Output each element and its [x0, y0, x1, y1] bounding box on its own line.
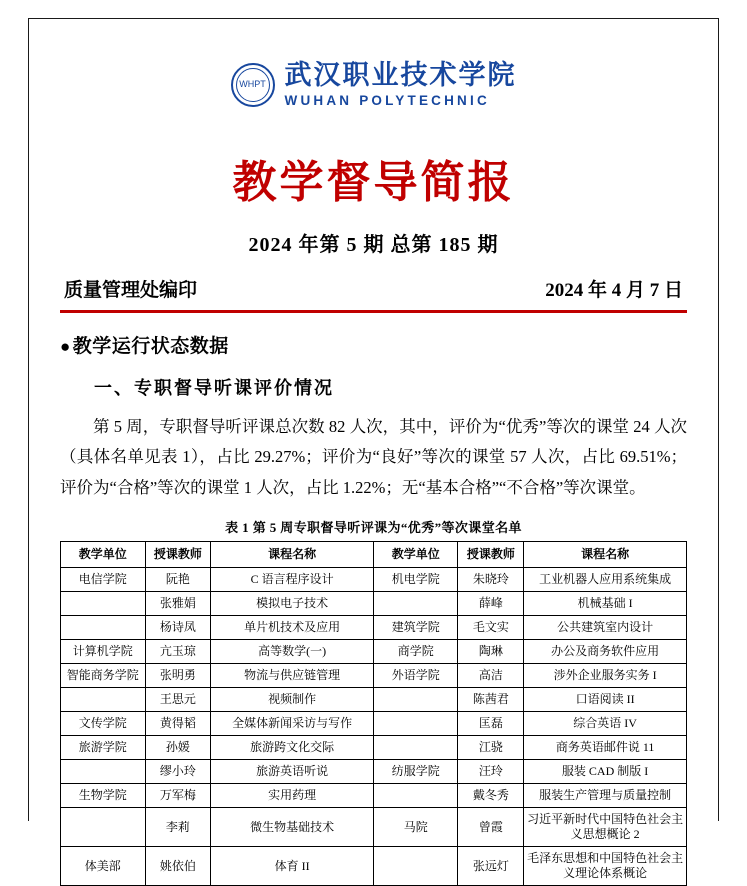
table-row	[61, 784, 687, 808]
table-row	[61, 664, 687, 688]
table-cell: 张远灯	[458, 847, 524, 886]
table-cell: 机械基础 I	[524, 592, 687, 616]
table-cell: 服装生产管理与质量控制	[524, 784, 687, 808]
table-cell: 李莉	[145, 808, 211, 847]
page-title: 教学督导简报	[232, 157, 515, 207]
table-cell: 薛峰	[458, 592, 524, 616]
table-row	[61, 616, 687, 640]
table-cell: 商学院	[373, 640, 458, 664]
table-cell: 办公及商务软件应用	[524, 640, 687, 664]
subsection-heading-1: 一、专职督导听课评价情况	[94, 377, 334, 398]
table-cell	[61, 808, 146, 847]
university-name-cn: 武汉职业技术学院	[284, 60, 517, 90]
table-cell: 匡磊	[458, 712, 524, 736]
table-header-cell: 授课教师	[458, 542, 524, 568]
table-row	[61, 847, 687, 886]
table-cell: 口语阅读 II	[524, 688, 687, 712]
table-row	[61, 568, 687, 592]
table-cell: 黄得韬	[145, 712, 211, 736]
table-cell: 王思元	[145, 688, 211, 712]
university-seal-icon	[231, 63, 275, 107]
table-cell	[373, 688, 458, 712]
table-cell: 涉外企业服务实务 I	[524, 664, 687, 688]
table-cell: 习近平新时代中国特色社会主义思想概论 2	[524, 808, 687, 847]
table-cell	[373, 847, 458, 886]
table-cell: 纺服学院	[373, 760, 458, 784]
table-cell	[373, 712, 458, 736]
table-header-cell: 教学单位	[373, 542, 458, 568]
seal-inner-text: WHPT	[236, 68, 270, 102]
table-cell: 毛泽东思想和中国特色社会主义理论体系概论	[524, 847, 687, 886]
table-cell: 全媒体新闻采访与写作	[211, 712, 374, 736]
table-caption: 表 1 第 5 周专职督导听评课为“优秀”等次课堂名单	[225, 520, 522, 536]
table-cell: 智能商务学院	[61, 664, 146, 688]
table-cell: 微生物基础技术	[211, 808, 374, 847]
table-cell: 实用药理	[211, 784, 374, 808]
table-cell	[373, 736, 458, 760]
table-cell: 张雅娟	[145, 592, 211, 616]
table-cell: 陶琳	[458, 640, 524, 664]
table-row	[61, 760, 687, 784]
table-cell: 公共建筑室内设计	[524, 616, 687, 640]
table-cell: 阮艳	[145, 568, 211, 592]
table-cell: 旅游学院	[61, 736, 146, 760]
table-cell	[61, 592, 146, 616]
table-cell	[373, 592, 458, 616]
table-cell: 江骁	[458, 736, 524, 760]
excellent-class-table	[60, 541, 687, 886]
table-cell: 孙媛	[145, 736, 211, 760]
table-cell: 体育 II	[211, 847, 374, 886]
section-heading-1	[60, 331, 687, 358]
table-cell: 外语学院	[373, 664, 458, 688]
table-cell: 毛文实	[458, 616, 524, 640]
table-cell: 电信学院	[61, 568, 146, 592]
table-cell: 模拟电子技术	[211, 592, 374, 616]
table-cell: C 语言程序设计	[211, 568, 374, 592]
table-row	[61, 736, 687, 760]
table-cell: 计算机学院	[61, 640, 146, 664]
table-cell: 综合英语 IV	[524, 712, 687, 736]
table-cell: 生物学院	[61, 784, 146, 808]
table-cell: 张明勇	[145, 664, 211, 688]
table-cell: 姚依伯	[145, 847, 211, 886]
table-cell: 体美部	[61, 847, 146, 886]
table-cell: 曾霞	[458, 808, 524, 847]
bullet-icon: ●	[60, 336, 71, 356]
table-header-row	[61, 542, 687, 568]
table-header-cell: 课程名称	[524, 542, 687, 568]
table-cell: 高等数学(一)	[211, 640, 374, 664]
table-cell: 高洁	[458, 664, 524, 688]
table-cell: 陈茜君	[458, 688, 524, 712]
masthead	[60, 0, 687, 108]
table-cell: 商务英语邮件说 11	[524, 736, 687, 760]
table-cell: 万军梅	[145, 784, 211, 808]
table-cell: 服装 CAD 制版 I	[524, 760, 687, 784]
section-heading-1-text: 教学运行状态数据	[72, 335, 229, 357]
table-row	[61, 640, 687, 664]
table-row	[61, 592, 687, 616]
table-cell: 机电学院	[373, 568, 458, 592]
table-cell: 朱晓玲	[458, 568, 524, 592]
table-header-cell: 教学单位	[61, 542, 146, 568]
table-row	[61, 688, 687, 712]
table-cell: 汪玲	[458, 760, 524, 784]
table-cell	[61, 688, 146, 712]
publisher-label: 质量管理处编印	[64, 279, 198, 301]
table-cell	[373, 784, 458, 808]
table-cell: 建筑学院	[373, 616, 458, 640]
table-cell	[61, 760, 146, 784]
table-row	[61, 808, 687, 847]
table-cell	[61, 616, 146, 640]
table-header-cell: 课程名称	[211, 542, 374, 568]
table-cell: 马院	[373, 808, 458, 847]
publisher-row	[60, 275, 687, 302]
publish-date: 2024 年 4 月 7 日	[545, 279, 683, 301]
table-cell: 视频制作	[211, 688, 374, 712]
table-cell: 单片机技术及应用	[211, 616, 374, 640]
university-name	[285, 62, 517, 108]
table-cell: 亢玉琼	[145, 640, 211, 664]
university-name-en: WUHAN POLYTECHNIC	[284, 93, 490, 108]
table-cell: 文传学院	[61, 712, 146, 736]
table-cell: 工业机器人应用系统集成	[524, 568, 687, 592]
table-cell: 旅游英语听说	[211, 760, 374, 784]
table-cell: 戴冬秀	[458, 784, 524, 808]
table-cell: 旅游跨文化交际	[211, 736, 374, 760]
red-divider	[60, 310, 687, 313]
issue-number: 2024 年第 5 期 总第 185 期	[248, 233, 499, 256]
table-row	[61, 712, 687, 736]
paragraph-1: 第 5 周，专职督导听评课总次数 82 人次，其中，评价为“优秀”等次的课堂 24 人次（具体名单见表 1），占比 29.27%；评价为“良好”等次的课堂 57 人次，占比 69.51%；评价为“合格”等次的课堂 1 人次，占比 1.22%；无“基本合格”“不合格”等次课堂。	[60, 416, 687, 497]
table-cell: 杨诗凤	[145, 616, 211, 640]
table-header-cell: 授课教师	[145, 542, 211, 568]
table-cell: 缪小玲	[145, 760, 211, 784]
table-cell: 物流与供应链管理	[211, 664, 374, 688]
